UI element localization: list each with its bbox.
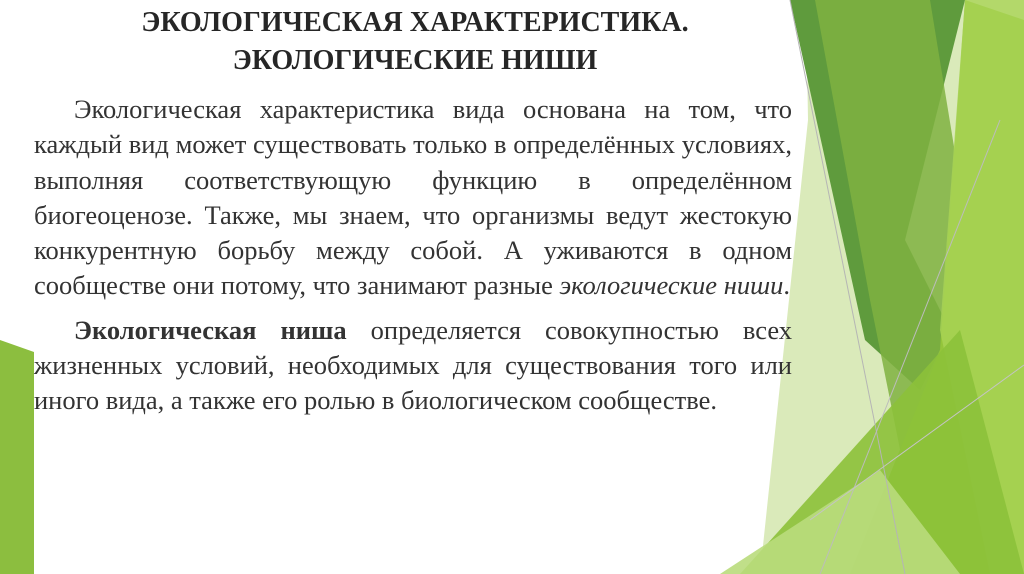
left-green-strip [0,340,34,574]
slide-title [40,4,790,80]
paragraph-1-end: . [783,270,790,301]
paragraph-2 [34,313,792,419]
paragraph-2-text: определяется совокупностью всех жизненных условий, необходимых для существования того или иного вида, а также его ролью в биологическом сообществе. [34,314,792,416]
ecological-niche-term: Экологическая ниша [74,314,347,345]
paragraph-1-text: Экологическая характеристика вида основана на том, что каждый вид может существовать только в определённых условиях, выполняя соответствующую функцию в определённом биогеоценозе. Также, мы знаем, что организмы ведут жестокую конкурентную борьбу между собой. А уживаются в одном сообществе они потому, что занимают разные [34,94,792,301]
ecological-niches-term: экологические ниши [559,270,784,301]
title-line-2: ЭКОЛОГИЧЕСКИЕ НИШИ [232,45,598,76]
paragraph-1 [34,92,792,304]
slide-body [34,92,792,419]
title-line-1: ЭКОЛОГИЧЕСКАЯ ХАРАКТЕРИСТИКА. [141,7,689,38]
